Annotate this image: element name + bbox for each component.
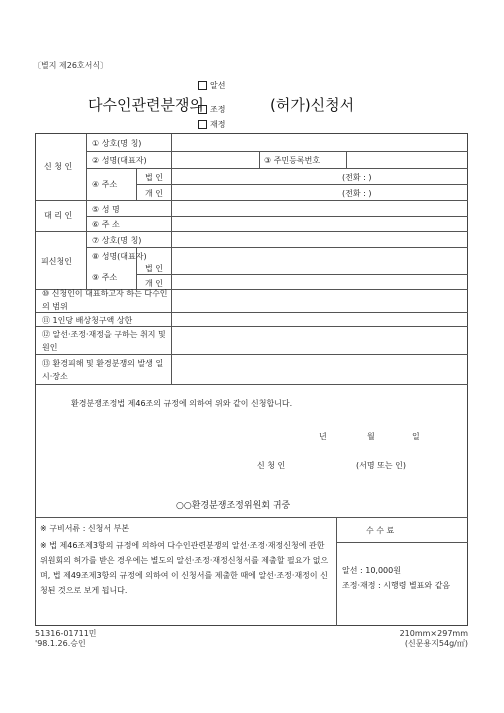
applicant-corp-label: 법 인 [145, 173, 163, 182]
date-day-label: 일 [412, 432, 420, 441]
purpose-label: ⑫ 알선·조정·재정을 구하는 취지 및 원인 [42, 330, 166, 352]
statement-text: 환경분쟁조정법 제46조의 규정에 의하여 위와 같이 신청합니다. [71, 399, 293, 408]
signer-label: 신 청 인 [257, 461, 286, 470]
respondent-indiv-label: 개 인 [145, 279, 163, 288]
scope-label: ⑩ 신청인이 대표하고자 하는 다수인의 범위 [42, 289, 168, 311]
date-year-label: 년 [319, 432, 327, 441]
form-code: 51316-01711민 [35, 629, 97, 638]
approval-date: '98.1.26.승인 [35, 639, 86, 648]
fee-header: 수 수 료 [366, 526, 395, 535]
option-checkbox-conciliation[interactable] [198, 105, 207, 114]
date-month-label: 월 [367, 432, 375, 441]
respondent-name-label: ⑦ 상호(명 칭) [92, 236, 142, 245]
compensation-label: ⑪ 1인당 배상청구액 상한 [42, 316, 133, 325]
footer-right [386, 629, 468, 649]
fee-mediation: 알선 : 10,000원 [342, 566, 401, 575]
respondent-address-label: ⑨ 주소 [92, 273, 118, 282]
applicant-rep-label: ② 성명(대표자) [92, 156, 147, 165]
applicant-indiv-label: 개 인 [145, 189, 163, 198]
title-options [198, 80, 225, 130]
application-form-table [35, 133, 468, 626]
applicant-section-label: 신 청 인 [44, 162, 73, 171]
occurrence-label: ⑬ 환경피해 및 환경분쟁의 발생 일시·장소 [42, 359, 164, 381]
applicant-address-label: ④ 주소 [92, 180, 118, 189]
required-docs-note: ※ 구비서류 : 신청서 부본 [40, 524, 130, 533]
respondent-rep-label: ⑧ 성명(대표자) [92, 252, 147, 261]
applicant-id-label: ③ 주민등록번호 [264, 156, 321, 165]
footer-left [35, 629, 97, 649]
fee-conciliation: 조정·재정 : 시행령 별표와 같음 [342, 581, 451, 590]
option-label-arbitration: 재정 [210, 120, 226, 129]
option-label-conciliation: 조정 [210, 105, 226, 114]
option-checkbox-mediation[interactable] [198, 81, 207, 90]
recipient-label: ○○환경분쟁조정위원회 귀중 [176, 501, 291, 511]
form-number-label: 〔별지 제26호서식〕 [33, 61, 109, 70]
respondent-section-label: 피신청인 [41, 257, 72, 266]
form-title: 다수인관련분쟁의 [88, 96, 204, 114]
agent-address-label: ⑥ 주 소 [92, 220, 120, 229]
paper-size: 210mm×297mm [399, 629, 468, 638]
agent-section-label: 대 리 인 [44, 211, 73, 220]
applicant-phone-indiv: (전화 : ) [342, 189, 372, 198]
applicant-phone-corp: (전화 : ) [342, 173, 372, 182]
signature-hint: (서명 또는 인) [356, 461, 406, 470]
form-title-suffix: (허가)신청서 [270, 96, 355, 114]
respondent-corp-label: 법 인 [145, 264, 163, 273]
agent-name-label: ⑤ 성 명 [92, 205, 120, 214]
option-checkbox-arbitration[interactable] [198, 120, 207, 129]
paper-type: (신문용지54g/㎡) [404, 639, 468, 648]
option-label-mediation: 알선 [210, 81, 226, 90]
permit-note: ※ 법 제46조제3항의 규정에 의하여 다수인관련분쟁의 알선·조정·재정신청에 관한 위원회의 허가를 받은 경우에는 별도의 알선·조정·재정신청서를 제출할 필요가 없으며, 법 제49조제3항의 규정에 의하여 이 신청서를 제출한 때에 알선·조정·재정이 신청된 것으로 보게 됩니다. [40, 541, 329, 595]
applicant-name-label: ① 상호(명 칭) [92, 139, 142, 148]
